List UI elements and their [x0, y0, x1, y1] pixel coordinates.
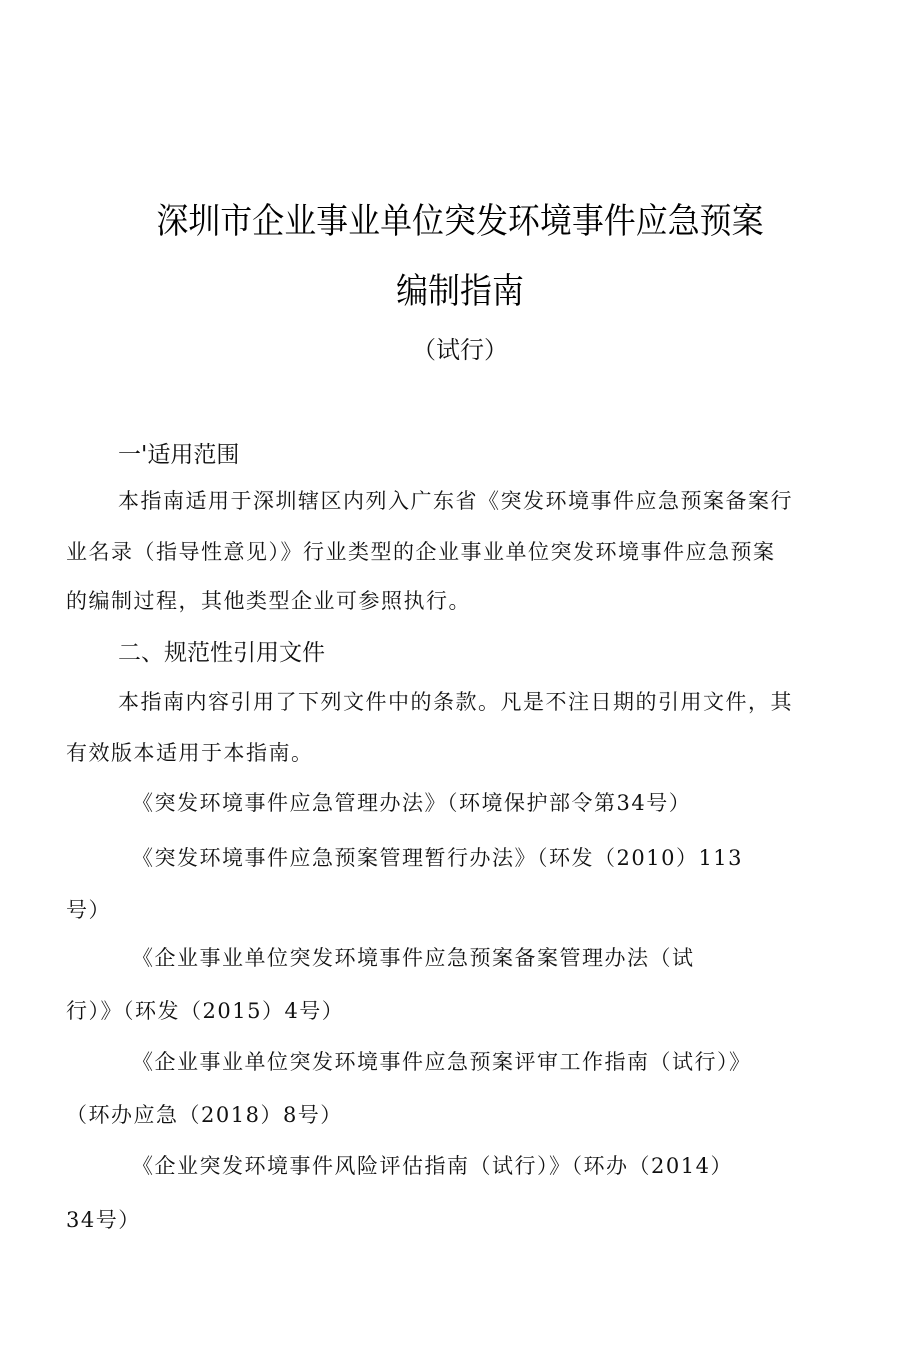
- reference-item-continued: 号）: [66, 898, 111, 922]
- reference-item-continued: 行）》（环发（2015）4号）: [66, 999, 345, 1023]
- document-title-line1: 深圳市企业事业单位突发环境事件应急预案: [156, 202, 764, 242]
- reference-item-continued: （环办应急（2018）8号）: [66, 1103, 343, 1127]
- document-title-line2: 编制指南: [396, 272, 524, 312]
- section1-para-line: 的编制过程，其他类型企业可参照执行。: [66, 589, 471, 613]
- reference-item: 《企业事业单位突发环境事件应急预案评审工作指南（试行）》: [132, 1050, 752, 1074]
- reference-item: 《突发环境事件应急管理办法》（环境保护部令第34号）: [132, 791, 692, 815]
- section2-para-line: 本指南内容引用了下列文件中的条款。凡是不注日期的引用文件，其: [118, 690, 793, 714]
- reference-item: 《企业突发环境事件风险评估指南（试行）》（环办（2014）: [132, 1154, 733, 1178]
- section2-heading: 二、规范性引用文件: [118, 640, 325, 666]
- document-subtitle: （试行）: [412, 336, 508, 364]
- reference-item-continued: 34号）: [66, 1208, 141, 1232]
- reference-item: 《突发环境事件应急预案管理暂行办法》（环发（2010）113: [132, 846, 744, 870]
- section1-para-line: 业名录（指导性意见）》行业类型的企业事业单位突发环境事件应急预案: [66, 540, 776, 564]
- section1-para-line: 本指南适用于深圳辖区内列入广东省《突发环境事件应急预案备案行: [118, 489, 793, 513]
- section1-heading: 一'适用范围: [118, 442, 240, 468]
- reference-item: 《企业事业单位突发环境事件应急预案备案管理办法（试: [132, 946, 695, 970]
- section2-para-line: 有效版本适用于本指南。: [66, 741, 314, 765]
